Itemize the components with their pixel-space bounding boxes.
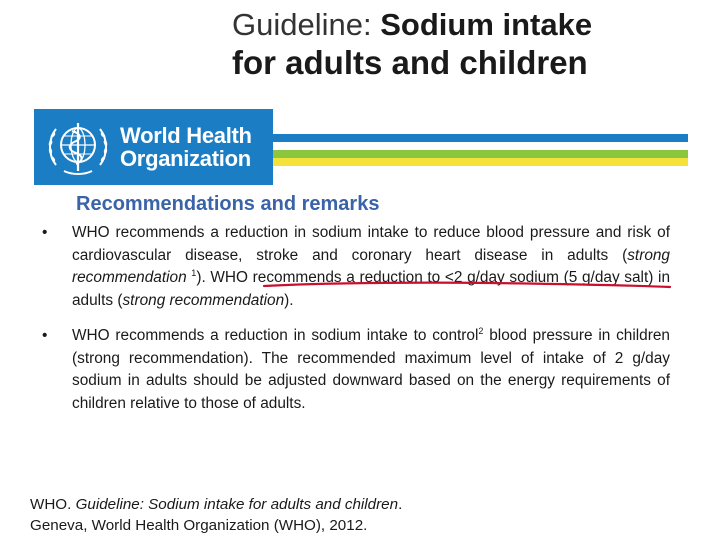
who-logo-text	[120, 124, 252, 170]
document-title	[232, 8, 702, 81]
title-prefix: Guideline:	[232, 7, 381, 42]
who-emblem-icon	[42, 115, 114, 179]
rec2-text-2: blood pressure in children (strong recommendation). The recommended maximum level of intake of 2 g/day sodium in adults should be adjusted downward based on the energy requirements of children relative to those of adults.	[72, 327, 670, 412]
rec2-footnote-2: 2	[478, 326, 484, 336]
citation-title: Guideline: Sodium intake for adults and children	[75, 496, 399, 513]
bullet-icon: •	[42, 327, 48, 344]
title-line-1	[232, 8, 702, 41]
rec1-italic-1: strong recommendation	[72, 246, 670, 286]
recommendation-children	[40, 325, 670, 415]
citation	[30, 494, 402, 536]
header-stripes	[273, 134, 688, 166]
rec1-footnote-1: 1	[191, 268, 197, 278]
title-line-2: for adults and children	[232, 44, 588, 82]
recommendations-list	[40, 222, 670, 428]
stripe-white	[273, 142, 688, 150]
stripe-green	[273, 150, 688, 158]
recommendation-adults	[40, 222, 670, 312]
rec1-text-1: WHO recommends a reduction in sodium intake to reduce blood pressure and risk of cardiovascular disease, stroke and coronary heart disease in adults (	[72, 224, 670, 264]
red-underline-annotation	[262, 279, 672, 291]
rec1-text-4: ).	[284, 291, 294, 309]
title-bold: Sodium intake	[380, 7, 593, 42]
stripe-yellow	[273, 158, 688, 166]
logo-line-1: World Health	[120, 122, 252, 148]
rec1-text-3: (5 g/day salt) in adults (	[72, 269, 670, 309]
rec1-highlighted-text: WHO recommends a reduction to <2 g/day sodium	[210, 269, 560, 286]
stripe-blue	[273, 134, 688, 142]
logo-line-2: Organization	[120, 146, 251, 171]
rec1-italic-2: strong recommendation	[122, 291, 285, 309]
rec1-text-2: ).	[196, 269, 211, 286]
citation-line-1	[30, 494, 402, 515]
citation-prefix: WHO.	[30, 496, 76, 513]
citation-line-2: Geneva, World Health Organization (WHO), 2012.	[30, 517, 368, 534]
who-logo	[34, 109, 273, 185]
rec2-text-1: WHO recommends a reduction in sodium intake to control	[72, 327, 479, 344]
section-heading: Recommendations and remarks	[76, 193, 380, 215]
citation-suffix: .	[398, 496, 403, 513]
bullet-icon: •	[42, 224, 48, 241]
